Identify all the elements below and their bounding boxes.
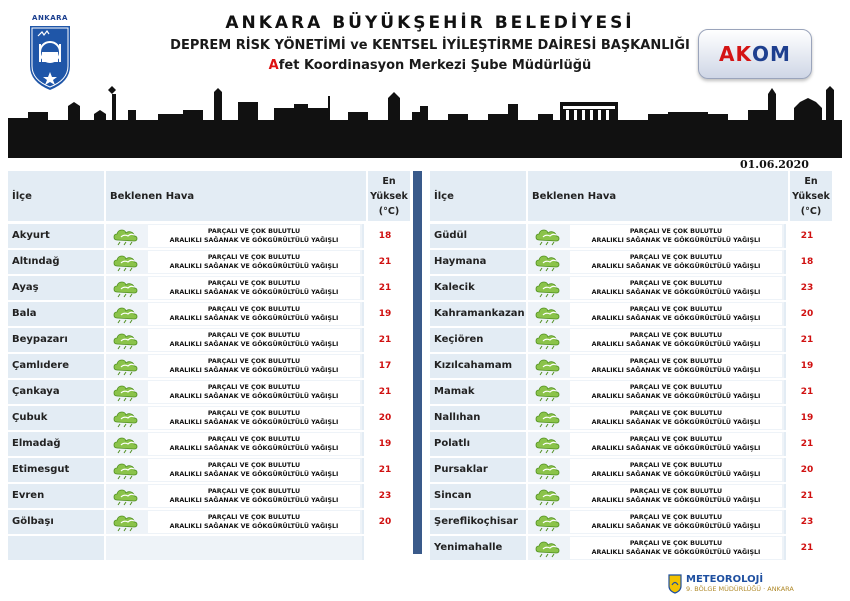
forecast-cell	[526, 302, 784, 327]
rain-cloud-icon	[106, 354, 148, 378]
forecast-line-2: ARALIKLI SAĞANAK VE GÖKGÜRÜLTÜLÜ YAĞIŞLI	[591, 444, 761, 452]
forecast-description	[570, 407, 782, 429]
max-temperature: 23	[362, 484, 406, 509]
forecast-cell	[526, 276, 784, 301]
max-temperature: 20	[362, 510, 406, 535]
table-row	[430, 224, 832, 249]
forecast-cell	[526, 536, 784, 561]
forecast-line-2: ARALIKLI SAĞANAK VE GÖKGÜRÜLTÜLÜ YAĞIŞLI	[169, 418, 339, 426]
ankara-logo	[26, 14, 74, 94]
rain-cloud-icon	[106, 458, 148, 482]
table-row	[8, 224, 410, 249]
max-temperature: 21	[784, 224, 828, 249]
akom-logo	[698, 29, 812, 79]
forecast-cell	[104, 406, 362, 431]
forecast-description	[570, 511, 782, 533]
meteorology-subtitle: 9. BÖLGE MÜDÜRLÜĞÜ · ANKARA	[686, 585, 794, 593]
max-temperature: 17	[362, 354, 406, 379]
rain-cloud-icon	[528, 380, 570, 404]
table-row	[430, 432, 832, 457]
rain-cloud-icon	[528, 432, 570, 456]
rain-cloud-icon	[106, 250, 148, 274]
max-temperature: 21	[362, 276, 406, 301]
page-title: ANKARA BÜYÜKŞEHİR BELEDİYESİ	[225, 13, 635, 33]
district-name: Çankaya	[8, 380, 104, 405]
max-temperature: 21	[784, 380, 828, 405]
max-temperature: 21	[362, 380, 406, 405]
forecast-cell	[526, 484, 784, 509]
district-name: Kahramankazan	[430, 302, 526, 327]
table-row	[430, 484, 832, 509]
max-temperature: 23	[784, 510, 828, 535]
max-temperature: 18	[362, 224, 406, 249]
forecast-table-left	[8, 171, 410, 560]
forecast-line-2: ARALIKLI SAĞANAK VE GÖKGÜRÜLTÜLÜ YAĞIŞLI	[169, 496, 339, 504]
district-name: Şereflikoçhisar	[430, 510, 526, 535]
akom-logo-m: M	[770, 42, 791, 66]
max-temp-column-header: En Yüksek (°C)	[366, 171, 410, 221]
rain-cloud-icon	[528, 276, 570, 300]
forecast-line-2: ARALIKLI SAĞANAK VE GÖKGÜRÜLTÜLÜ YAĞIŞLI	[169, 314, 339, 322]
district-name: Kalecik	[430, 276, 526, 301]
forecast-line-1: PARÇALI VE ÇOK BULUTLU	[629, 539, 723, 547]
max-temp-column-header: En Yüksek (°C)	[788, 171, 832, 221]
forecast-line-2: ARALIKLI SAĞANAK VE GÖKGÜRÜLTÜLÜ YAĞIŞLI	[591, 522, 761, 530]
district-name: Elmadağ	[8, 432, 104, 457]
forecast-line-2: ARALIKLI SAĞANAK VE GÖKGÜRÜLTÜLÜ YAĞIŞLI	[169, 522, 339, 530]
forecast-line-1: PARÇALI VE ÇOK BULUTLU	[207, 279, 301, 287]
forecast-description	[148, 355, 360, 377]
forecast-line-1: PARÇALI VE ÇOK BULUTLU	[207, 461, 301, 469]
forecast-line-1: PARÇALI VE ÇOK BULUTLU	[207, 383, 301, 391]
table-row	[430, 302, 832, 327]
department-title: DEPREM RİSK YÖNETİMİ ve KENTSEL İYİLEŞTİRME DAİRESİ BAŞKANLIĞI	[170, 38, 690, 53]
forecast-line-2: ARALIKLI SAĞANAK VE GÖKGÜRÜLTÜLÜ YAĞIŞLI	[591, 262, 761, 270]
district-name: Gölbaşı	[8, 510, 104, 535]
max-temperature: 19	[362, 432, 406, 457]
forecast-cell	[104, 510, 362, 535]
forecast-cell	[104, 276, 362, 301]
forecast-line-2: ARALIKLI SAĞANAK VE GÖKGÜRÜLTÜLÜ YAĞIŞLI	[591, 366, 761, 374]
forecast-line-1: PARÇALI VE ÇOK BULUTLU	[207, 409, 301, 417]
forecast-line-1: PARÇALI VE ÇOK BULUTLU	[207, 227, 301, 235]
max-temperature: 19	[362, 302, 406, 327]
table-body	[430, 224, 832, 561]
forecast-description	[570, 225, 782, 247]
table-row	[430, 380, 832, 405]
forecast-description	[148, 459, 360, 481]
forecast-description	[570, 433, 782, 455]
ankara-crest-icon	[26, 22, 74, 92]
max-temperature: 21	[784, 432, 828, 457]
forecast-cell	[104, 458, 362, 483]
district-column-header: İlçe	[12, 190, 32, 202]
table-row	[430, 510, 832, 535]
table-row	[430, 328, 832, 353]
table-row	[8, 432, 410, 457]
forecast-description	[570, 485, 782, 507]
forecast-line-2: ARALIKLI SAĞANAK VE GÖKGÜRÜLTÜLÜ YAĞIŞLI	[169, 366, 339, 374]
forecast-description	[148, 303, 360, 325]
max-temperature: 21	[784, 484, 828, 509]
table-row	[430, 276, 832, 301]
rain-cloud-icon	[106, 224, 148, 248]
forecast-line-1: PARÇALI VE ÇOK BULUTLU	[629, 331, 723, 339]
rain-cloud-icon	[106, 328, 148, 352]
meteorology-title: METEOROLOJİ	[686, 574, 764, 585]
table-row	[8, 458, 410, 483]
forecast-column-header: Beklenen Hava	[526, 171, 788, 221]
rain-cloud-icon	[106, 406, 148, 430]
forecast-description	[570, 329, 782, 351]
logo-label: ANKARA	[32, 14, 68, 22]
report-date: 01.06.2020	[740, 158, 809, 171]
forecast-line-1: PARÇALI VE ÇOK BULUTLU	[207, 513, 301, 521]
table-row	[8, 510, 410, 535]
district-name: Nallıhan	[430, 406, 526, 431]
rain-cloud-icon	[106, 302, 148, 326]
table-row	[430, 406, 832, 431]
forecast-cell	[526, 328, 784, 353]
district-name: Güdül	[430, 224, 526, 249]
forecast-line-1: PARÇALI VE ÇOK BULUTLU	[207, 305, 301, 313]
forecast-line-2: ARALIKLI SAĞANAK VE GÖKGÜRÜLTÜLÜ YAĞIŞLI	[169, 392, 339, 400]
district-name: Mamak	[430, 380, 526, 405]
table-row	[8, 328, 410, 353]
rain-cloud-icon	[106, 510, 148, 534]
forecast-line-2: ARALIKLI SAĞANAK VE GÖKGÜRÜLTÜLÜ YAĞIŞLI	[591, 340, 761, 348]
rain-cloud-icon	[528, 458, 570, 482]
forecast-cell	[526, 510, 784, 535]
forecast-description	[148, 485, 360, 507]
forecast-line-1: PARÇALI VE ÇOK BULUTLU	[629, 435, 723, 443]
district-name: Polatlı	[430, 432, 526, 457]
forecast-line-2: ARALIKLI SAĞANAK VE GÖKGÜRÜLTÜLÜ YAĞIŞLI	[591, 548, 761, 556]
rain-cloud-icon	[528, 224, 570, 248]
forecast-line-1: PARÇALI VE ÇOK BULUTLU	[629, 513, 723, 521]
rain-cloud-icon	[528, 354, 570, 378]
max-temperature: 21	[362, 250, 406, 275]
table-row	[430, 458, 832, 483]
forecast-line-1: PARÇALI VE ÇOK BULUTLU	[629, 461, 723, 469]
forecast-description	[148, 251, 360, 273]
district-name: Altındağ	[8, 250, 104, 275]
district-name: Çubuk	[8, 406, 104, 431]
max-temperature: 20	[784, 458, 828, 483]
forecast-line-2: ARALIKLI SAĞANAK VE GÖKGÜRÜLTÜLÜ YAĞIŞLI	[169, 340, 339, 348]
meteorology-logo	[668, 574, 794, 594]
forecast-cell	[104, 328, 362, 353]
forecast-cell	[104, 302, 362, 327]
district-name: Beypazarı	[8, 328, 104, 353]
forecast-line-1: PARÇALI VE ÇOK BULUTLU	[207, 357, 301, 365]
forecast-column-header: Beklenen Hava	[104, 171, 366, 221]
forecast-line-1: PARÇALI VE ÇOK BULUTLU	[207, 253, 301, 261]
forecast-line-1: PARÇALI VE ÇOK BULUTLU	[629, 357, 723, 365]
max-temperature: 21	[784, 536, 828, 561]
forecast-cell	[526, 224, 784, 249]
district-name: Kızılcahamam	[430, 354, 526, 379]
table-row	[8, 250, 410, 275]
forecast-cell	[104, 432, 362, 457]
max-temperature: 21	[362, 328, 406, 353]
table-row	[8, 354, 410, 379]
table-divider	[413, 171, 422, 554]
forecast-cell	[526, 432, 784, 457]
max-temperature: 21	[784, 328, 828, 353]
table-row	[8, 276, 410, 301]
table-row	[8, 484, 410, 509]
forecast-cell	[526, 458, 784, 483]
max-temperature: 20	[362, 406, 406, 431]
forecast-line-1: PARÇALI VE ÇOK BULUTLU	[629, 253, 723, 261]
unit-title	[150, 56, 710, 76]
district-name: Bala	[8, 302, 104, 327]
max-temperature: 19	[784, 354, 828, 379]
forecast-description	[570, 355, 782, 377]
forecast-cell	[104, 250, 362, 275]
forecast-description	[570, 303, 782, 325]
rain-cloud-icon	[528, 328, 570, 352]
forecast-line-1: PARÇALI VE ÇOK BULUTLU	[207, 435, 301, 443]
meteorology-emblem-icon	[668, 574, 682, 594]
forecast-line-2: ARALIKLI SAĞANAK VE GÖKGÜRÜLTÜLÜ YAĞIŞLI	[591, 418, 761, 426]
max-temperature: 23	[784, 276, 828, 301]
forecast-line-2: ARALIKLI SAĞANAK VE GÖKGÜRÜLTÜLÜ YAĞIŞLI	[591, 236, 761, 244]
forecast-cell	[526, 250, 784, 275]
rain-cloud-icon	[528, 536, 570, 560]
table-row	[8, 536, 410, 561]
forecast-line-1: PARÇALI VE ÇOK BULUTLU	[207, 487, 301, 495]
forecast-line-2: ARALIKLI SAĞANAK VE GÖKGÜRÜLTÜLÜ YAĞIŞLI	[169, 444, 339, 452]
unit-title-rest: fet Koordinasyon Merkezi Şube Müdürlüğü	[278, 58, 592, 73]
forecast-cell	[104, 380, 362, 405]
district-name: Yenimahalle	[430, 536, 526, 561]
rain-cloud-icon	[106, 380, 148, 404]
forecast-line-1: PARÇALI VE ÇOK BULUTLU	[629, 383, 723, 391]
ankara-skyline-banner	[8, 84, 842, 158]
table-row	[8, 380, 410, 405]
forecast-line-1: PARÇALI VE ÇOK BULUTLU	[629, 305, 723, 313]
district-name	[8, 536, 104, 561]
header-titles	[150, 12, 710, 76]
forecast-description	[148, 511, 360, 533]
forecast-description	[148, 407, 360, 429]
forecast-description	[148, 537, 360, 559]
forecast-description	[148, 329, 360, 351]
forecast-line-2: ARALIKLI SAĞANAK VE GÖKGÜRÜLTÜLÜ YAĞIŞLI	[591, 470, 761, 478]
district-name: Ayaş	[8, 276, 104, 301]
table-row	[430, 536, 832, 561]
district-name: Haymana	[430, 250, 526, 275]
max-temperature: 21	[362, 458, 406, 483]
table-row	[430, 354, 832, 379]
district-name: Çamlıdere	[8, 354, 104, 379]
rain-cloud-icon	[106, 432, 148, 456]
max-temperature	[362, 536, 406, 561]
forecast-line-2: ARALIKLI SAĞANAK VE GÖKGÜRÜLTÜLÜ YAĞIŞLI	[591, 496, 761, 504]
rain-cloud-icon	[528, 250, 570, 274]
forecast-line-1: PARÇALI VE ÇOK BULUTLU	[629, 487, 723, 495]
district-name: Etimesgut	[8, 458, 104, 483]
rain-cloud-icon	[528, 406, 570, 430]
max-temperature: 18	[784, 250, 828, 275]
akom-logo-ak: AK	[719, 42, 753, 66]
table-row	[430, 250, 832, 275]
forecast-description	[148, 225, 360, 247]
forecast-cell	[526, 354, 784, 379]
forecast-description	[148, 277, 360, 299]
forecast-line-1: PARÇALI VE ÇOK BULUTLU	[207, 331, 301, 339]
district-name: Evren	[8, 484, 104, 509]
forecast-line-1: PARÇALI VE ÇOK BULUTLU	[629, 409, 723, 417]
table-row	[8, 302, 410, 327]
district-name: Keçiören	[430, 328, 526, 353]
forecast-cell	[104, 224, 362, 249]
akom-logo-o: O	[752, 42, 771, 66]
forecast-line-2: ARALIKLI SAĞANAK VE GÖKGÜRÜLTÜLÜ YAĞIŞLI	[169, 236, 339, 244]
rain-cloud-icon	[106, 276, 148, 300]
forecast-description	[570, 277, 782, 299]
rain-cloud-icon	[528, 302, 570, 326]
district-name: Akyurt	[8, 224, 104, 249]
forecast-cell	[104, 354, 362, 379]
forecast-table-right	[430, 171, 832, 560]
table-row	[8, 406, 410, 431]
rain-cloud-icon	[528, 484, 570, 508]
district-name: Sincan	[430, 484, 526, 509]
forecast-line-2: ARALIKLI SAĞANAK VE GÖKGÜRÜLTÜLÜ YAĞIŞLI	[591, 288, 761, 296]
forecast-description	[570, 459, 782, 481]
forecast-line-2: ARALIKLI SAĞANAK VE GÖKGÜRÜLTÜLÜ YAĞIŞLI	[169, 470, 339, 478]
forecast-line-2: ARALIKLI SAĞANAK VE GÖKGÜRÜLTÜLÜ YAĞIŞLI	[169, 262, 339, 270]
forecast-cell	[526, 380, 784, 405]
table-header	[8, 171, 410, 222]
forecast-cell	[104, 536, 362, 561]
max-temperature: 19	[784, 406, 828, 431]
district-name: Pursaklar	[430, 458, 526, 483]
forecast-line-2: ARALIKLI SAĞANAK VE GÖKGÜRÜLTÜLÜ YAĞIŞLI	[169, 288, 339, 296]
rain-cloud-icon	[106, 484, 148, 508]
forecast-description	[570, 381, 782, 403]
forecast-description	[570, 251, 782, 273]
forecast-description	[570, 537, 782, 559]
district-column-header: İlçe	[434, 190, 454, 202]
max-temperature: 20	[784, 302, 828, 327]
forecast-description	[148, 433, 360, 455]
table-header	[430, 171, 832, 222]
forecast-cell	[526, 406, 784, 431]
forecast-cell	[104, 484, 362, 509]
rain-cloud-icon	[528, 510, 570, 534]
forecast-line-1: PARÇALI VE ÇOK BULUTLU	[629, 227, 723, 235]
forecast-description	[148, 381, 360, 403]
unit-title-initial: A	[268, 58, 279, 73]
forecast-line-1: PARÇALI VE ÇOK BULUTLU	[629, 279, 723, 287]
forecast-line-2: ARALIKLI SAĞANAK VE GÖKGÜRÜLTÜLÜ YAĞIŞLI	[591, 392, 761, 400]
forecast-line-2: ARALIKLI SAĞANAK VE GÖKGÜRÜLTÜLÜ YAĞIŞLI	[591, 314, 761, 322]
table-body	[8, 224, 410, 561]
